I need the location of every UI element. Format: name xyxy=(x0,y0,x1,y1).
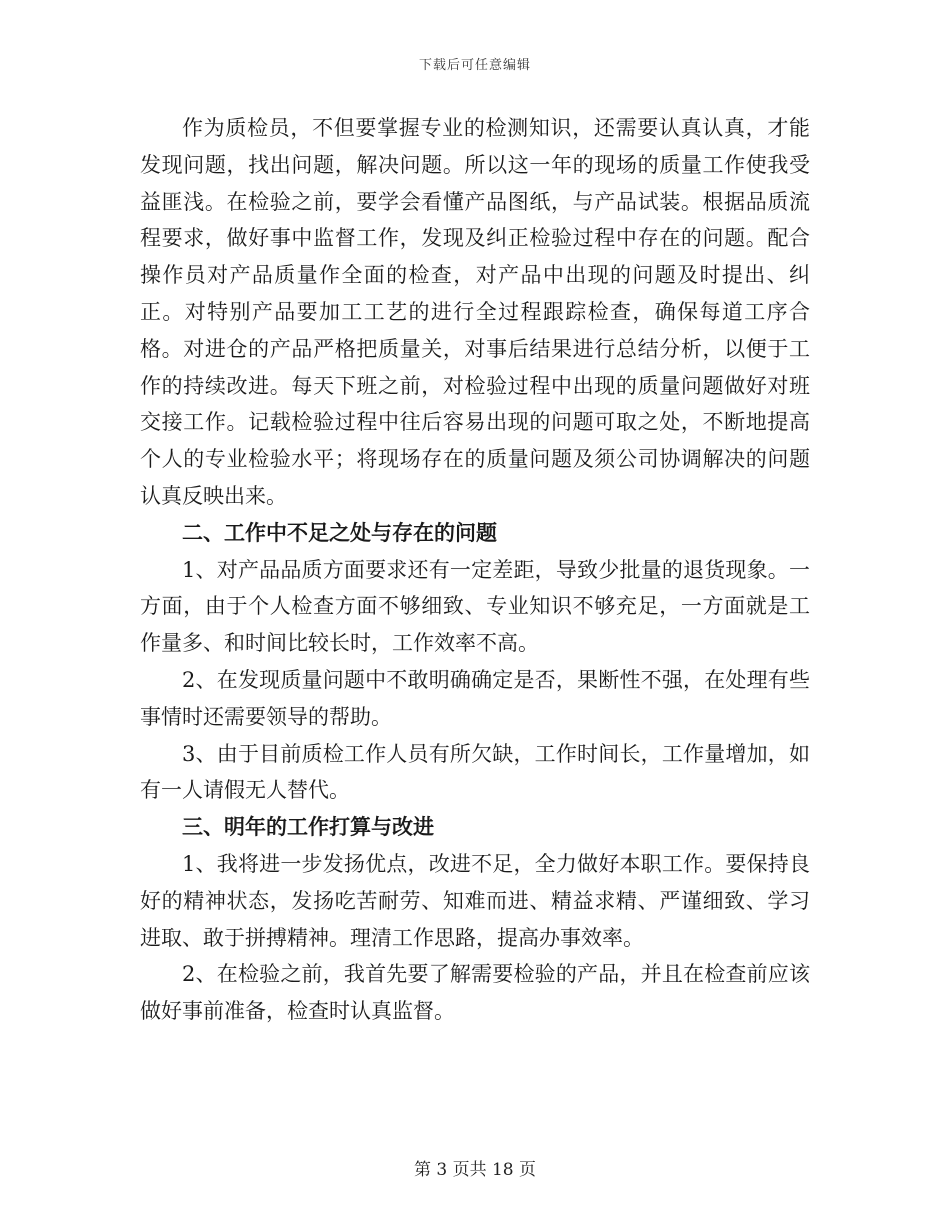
page-header: 下载后可任意编辑 xyxy=(418,58,531,73)
section-heading-shortcomings: 二、工作中不足之处与存在的问题 xyxy=(182,519,497,545)
section-heading-next-year-plan: 三、明年的工作打算与改进 xyxy=(182,814,434,840)
document-body xyxy=(140,110,810,1030)
paragraph-plan-1: 1、我将进一步发扬优点，改进不足，全力做好本职工作。要保持良好的精神状态，发扬吃苦耐劳、知难而进、精益求精、严谨细致、学习进取、敢于拼搏精神。理清工作思路，提高办事效率。 xyxy=(140,851,810,950)
page-number: 第 3 页共 18 页 xyxy=(413,1160,537,1180)
paragraph-shortcoming-1: 1、对产品品质方面要求还有一定差距，导致少批量的退货现象。一方面，由于个人检查方面不够细致、专业知识不够充足，一方面就是工作量多、和时间比较长时，工作效率不高。 xyxy=(140,557,810,656)
paragraph-shortcoming-3: 3、由于目前质检工作人员有所欠缺，工作时间长，工作量增加，如有一人请假无人替代。 xyxy=(140,741,810,803)
paragraph-plan-2: 2、在检验之前，我首先要了解需要检验的产品，并且在检查前应该做好事前准备，检查时认真监督。 xyxy=(140,962,810,1024)
paragraph-shortcoming-2: 2、在发现质量问题中不敢明确确定是否，果断性不强，在处理有些事情时还需要领导的帮助。 xyxy=(140,667,810,729)
paragraph-quality-inspector: 作为质检员，不但要掌握专业的检测知识，还需要认真认真，才能发现问题，找出问题，解决问题。所以这一年的现场的质量工作使我受益匪浅。在检验之前，要学会看懂产品图纸，与产品试装。根据品质流程要求，做好事中监督工作，发现及纠正检验过程中存在的问题。配合操作员对产品质量作全面的检查，对产品中出现的问题及时提出、纠正。对特别产品要加工工艺的进行全过程跟踪检查，确保每道工序合格。对进仓的产品严格把质量关，对事后结果进行总结分析，以便于工作的持续改进。每天下班之前，对检验过程中出现的质量问题做好对班交接工作。记载检验过程中往后容易出现的问题可取之处，不断地提高个人的专业检验水平；将现场存在的质量问题及须公司协调解决的问题认真反映出来。 xyxy=(140,116,810,508)
